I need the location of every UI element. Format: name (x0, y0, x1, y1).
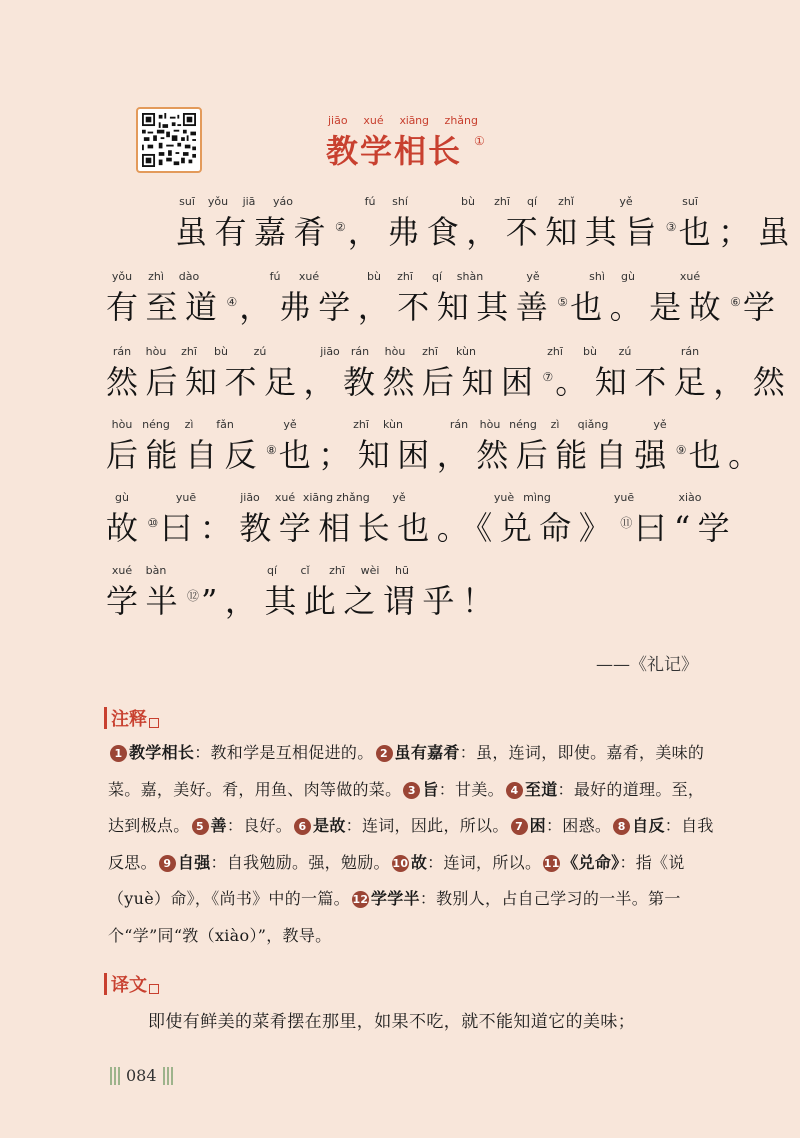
note-number-badge: 1 (110, 745, 127, 762)
note-definition: ：连词，因此，所以。 (345, 816, 509, 835)
footnote-marker: ⑨ (675, 443, 687, 458)
pinyin-annotation: yǒu (207, 195, 229, 208)
pinyin-annotation: jiā (242, 195, 256, 208)
footnote-marker: ⑩ (147, 516, 159, 531)
pinyin-annotation: yě (526, 270, 540, 283)
corner-ornament-icon (149, 984, 159, 994)
pinyin-annotation: zhī (353, 418, 369, 431)
note-number-badge: 12 (352, 893, 369, 906)
translation-text: 即使有鲜美的菜肴摆在那里，如果不吃，就不能知道它的美味； (148, 1012, 636, 1032)
text-run: 。知不足，然 (555, 363, 793, 401)
text-line-content (106, 430, 768, 476)
pinyin-annotation: bù (461, 195, 475, 208)
pinyin-annotation: xué (274, 491, 296, 504)
note-term: 至道 (524, 779, 558, 799)
note-definition: ：教和学是互相促进的。 (194, 743, 374, 762)
pinyin-annotation: xué (679, 270, 701, 283)
footnote-marker: ③ (665, 220, 677, 235)
notes-list (108, 735, 720, 954)
note-term: 自反 (632, 816, 665, 835)
pinyin-annotation: zhì (148, 270, 164, 283)
note-definition: ：甘美。 (438, 779, 504, 799)
pinyin-annotation: gù (621, 270, 635, 283)
text-line-content (106, 576, 501, 622)
title-pinyin-syllable: xiāng (399, 114, 429, 127)
text-run: 虽有嘉肴 (175, 213, 334, 251)
text-run: 有至道 (106, 288, 225, 326)
note-definition: ：连词，所以。 (427, 852, 542, 872)
pinyin-annotation: rán (449, 418, 469, 431)
pinyin-annotation: jiāo (240, 491, 260, 504)
footnote-marker: ⑪ (620, 516, 633, 531)
pinyin-annotation: hòu (145, 345, 167, 358)
pinyin-annotation: néng (142, 418, 170, 431)
title-note-marker: ① (474, 134, 485, 148)
text-run: 后能自反 (106, 436, 265, 474)
pinyin-annotation: suī (179, 195, 195, 208)
text-run: 也；知困，然后能自强 (278, 436, 674, 474)
note-number-badge: 10 (392, 856, 409, 870)
note-term: 旨 (422, 779, 439, 799)
pinyin-annotation: xué (111, 564, 133, 577)
pinyin-annotation: yě (653, 418, 667, 431)
note-number-badge: 3 (403, 782, 420, 799)
text-line (0, 418, 800, 478)
pinyin-annotation: shì (589, 270, 605, 283)
note-definition: ：最好的道理。至，达到极点。 (108, 779, 705, 835)
pinyin-annotation: zhī (329, 564, 345, 577)
note-definition: ：教别人，占自己学习的一半。第一个“学”同“敩（xiào）”，教导。 (108, 889, 681, 945)
text-line-content (106, 503, 737, 549)
pinyin-annotation: rán (350, 345, 370, 358)
pinyin-annotation: gù (115, 491, 129, 504)
pinyin-annotation: cǐ (300, 564, 310, 577)
notes-header-label: 注释 (111, 709, 147, 730)
pinyin-annotation: yě (283, 418, 297, 431)
qr-code[interactable] (136, 107, 202, 173)
pinyin-annotation: wèi (360, 564, 380, 577)
footnote-marker: ⑫ (187, 589, 200, 604)
footnote-marker: ⑧ (266, 443, 277, 458)
note-term: 学学半 (370, 889, 420, 908)
pinyin-annotation: rán (680, 345, 700, 358)
qr-code-icon (142, 113, 196, 167)
pinyin-annotation: zhǎng (336, 491, 370, 504)
pinyin-annotation: zhǐ (558, 195, 574, 208)
text-line-content (106, 282, 782, 328)
pinyin-annotation: hū (395, 564, 409, 577)
title-pinyin-syllable: zhǎng (444, 114, 478, 127)
pinyin-annotation: xué (298, 270, 320, 283)
note-term: 困 (529, 816, 546, 835)
notes-header (104, 706, 159, 730)
text-run: 也。 (688, 436, 768, 474)
pinyin-annotation: xiào (678, 491, 702, 504)
text-line-content (175, 207, 797, 253)
note-definition: ：虽，连词，即使。嘉肴，美味的菜。嘉，美好。肴，用鱼、肉等做的菜。 (108, 743, 705, 799)
title-pinyin-syllable: jiāo (328, 114, 348, 127)
note-term: 虽有嘉肴 (394, 743, 460, 762)
note-definition: ：良好。 (226, 816, 293, 835)
translation-header (104, 972, 159, 996)
pinyin-annotation: fú (364, 195, 376, 208)
pinyin-annotation: hòu (111, 418, 133, 431)
pinyin-annotation: zhī (494, 195, 510, 208)
pinyin-annotation: fú (269, 270, 281, 283)
corner-ornament-icon (149, 718, 159, 728)
pinyin-annotation: rán (112, 345, 132, 358)
title-pinyin-syllable: xué (363, 114, 384, 127)
pinyin-annotation: fǎn (216, 418, 234, 431)
pinyin-annotation: yě (392, 491, 406, 504)
pinyin-annotation: jiāo (320, 345, 340, 358)
pinyin-annotation: zú (253, 345, 267, 358)
text-run: ”，其此之谓乎！ (201, 582, 502, 620)
page-number-block (104, 1066, 179, 1085)
text-run: 然后知不足，教然后知困 (106, 363, 541, 401)
pinyin-annotation: kùn (383, 418, 403, 431)
pinyin-annotation: xiāng (302, 491, 334, 504)
text-run: 学半 (106, 582, 186, 620)
text-line (0, 270, 800, 330)
note-definition: ：自我勉励。强，勉励。 (210, 852, 390, 872)
translation-header-label: 译文 (111, 975, 147, 996)
note-number-badge: 11 (543, 856, 560, 870)
pinyin-annotation: bù (583, 345, 597, 358)
text-line (0, 345, 800, 405)
text-run: ，弗食，不知其旨 (347, 213, 664, 251)
pinyin-annotation: zú (618, 345, 632, 358)
pinyin-annotation: hòu (479, 418, 501, 431)
text-run: 也；虽 (678, 213, 798, 251)
note-term: 教学相长 (129, 743, 195, 762)
footnote-marker: ② (335, 220, 346, 235)
text-run: 也。是故 (570, 288, 729, 326)
pinyin-annotation: yáo (273, 195, 293, 208)
pinyin-annotation: shí (392, 195, 408, 208)
page-title: 教学相长 (326, 132, 463, 170)
stripe-ornament-icon (110, 1067, 120, 1085)
pinyin-annotation: bù (214, 345, 228, 358)
footnote-marker: ⑤ (557, 295, 569, 310)
pinyin-annotation: zhī (181, 345, 197, 358)
pinyin-annotation: dào (178, 270, 200, 283)
text-run: 故 (106, 509, 146, 547)
pinyin-annotation: zhī (422, 345, 438, 358)
pinyin-annotation: shàn (456, 270, 484, 283)
note-term: 善 (210, 816, 227, 835)
pinyin-annotation: yuē (613, 491, 635, 504)
footnote-marker: ⑦ (542, 370, 554, 385)
pinyin-annotation: yě (619, 195, 633, 208)
pinyin-annotation: mìng (523, 491, 551, 504)
stripe-ornament-icon (163, 1067, 173, 1085)
pinyin-annotation: yuè (493, 491, 515, 504)
pinyin-annotation: zì (184, 418, 194, 431)
note-term: 自强 (177, 852, 211, 872)
text-run: 曰：教学相长也。《兑命》 (160, 509, 619, 547)
pinyin-annotation: yuē (175, 491, 197, 504)
note-definition: ：指《说（yuè）命》，《尚书》中的一篇。 (108, 852, 685, 908)
note-term: 《兑命》 (562, 852, 620, 872)
text-line (0, 195, 800, 255)
source-citation: ——《礼记》 (596, 655, 698, 675)
note-definition: ：自我反思。 (108, 816, 714, 872)
footnote-marker: ⑥ (730, 295, 741, 310)
pinyin-annotation: qí (526, 195, 538, 208)
note-number-badge: 9 (159, 855, 176, 872)
page-number: 084 (126, 1066, 157, 1085)
text-line-content (106, 357, 792, 403)
pinyin-annotation: zì (550, 418, 560, 431)
pinyin-annotation: néng (509, 418, 537, 431)
pinyin-annotation: qiǎng (577, 418, 609, 431)
note-number-badge: 5 (192, 818, 209, 835)
note-number-badge: 4 (506, 782, 523, 799)
pinyin-annotation: suī (682, 195, 698, 208)
footnote-marker: ④ (226, 295, 238, 310)
pinyin-annotation: yǒu (111, 270, 133, 283)
header-ornament-icon (104, 707, 107, 729)
text-run: ，弗学，不知其善 (239, 288, 556, 326)
note-number-badge: 8 (613, 818, 630, 835)
note-number-badge: 2 (376, 745, 393, 762)
pinyin-annotation: hòu (384, 345, 406, 358)
text-line (0, 564, 800, 624)
note-definition: ：困惑。 (545, 816, 612, 835)
pinyin-annotation: bù (367, 270, 381, 283)
text-line (0, 491, 800, 551)
pinyin-annotation: zhī (397, 270, 413, 283)
header-ornament-icon (104, 973, 107, 995)
pinyin-annotation: qí (431, 270, 443, 283)
text-run: 学 (742, 288, 783, 326)
note-number-badge: 6 (294, 818, 311, 835)
pinyin-annotation: bàn (145, 564, 167, 577)
pinyin-annotation: kùn (456, 345, 476, 358)
note-term: 故 (410, 852, 428, 872)
text-run: 曰“学 (634, 509, 738, 547)
note-number-badge: 7 (511, 818, 528, 835)
pinyin-annotation: qí (266, 564, 278, 577)
note-term: 是故 (313, 816, 346, 835)
pinyin-annotation: zhī (547, 345, 563, 358)
